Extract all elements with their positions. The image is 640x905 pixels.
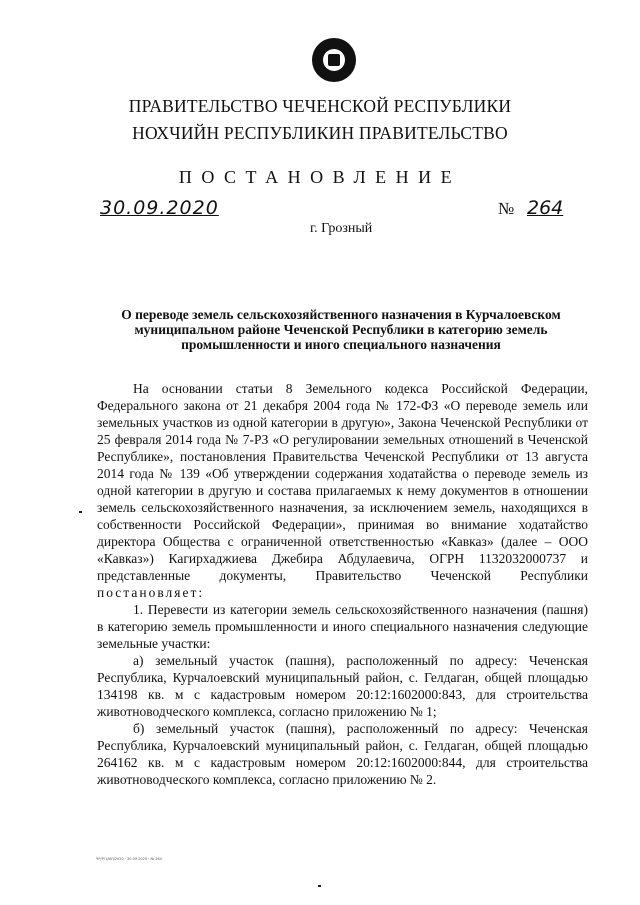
paragraph-1b: б) земельный участок (пашня), расположенный по адресу: Чеченская Республика, Курчалоевский муниципальный район, с. Гелдаган, общей площадью 264162 кв. м с кадастровым номером 20:12:1602000:844, для строительства животноводческого комплекса, согласно приложению № 2. [97,721,588,787]
decree-date: 30.09.2020 [100,197,219,219]
paragraph-1: 1. Перевести из категории земель сельскохозяйственного назначения (пашня) в категорию земель промышленности и иного специального назначения следующие земельные участки: [97,602,588,651]
decree-number-label: № [498,199,515,218]
decree-body [97,380,588,788]
print-mark: ЧР/Р/1/ИЛ/2020 · 30.09.2020 · № 264 [96,857,162,861]
government-emblem-icon [312,38,356,82]
scan-speck [318,885,321,887]
decree-title: О переводе земель сельскохозяйственного назначения в Курчалоевском муниципальном районе Чеченской Республики в категорию земель промышленности и иного специального назначения [121,307,561,352]
government-name-ru: ПРАВИТЕЛЬСТВО ЧЕЧЕНСКОЙ РЕСПУБЛИКИ [128,96,512,116]
paragraph-basis-text: На основании статьи 8 Земельного кодекса Российской Федерации, Федерального закона от 21 декабря 2004 года № 172-ФЗ «О переводе земель или земельных участков из одной категории в другую», Закона Чеченской Республики от 25 февраля 2014 года № 7-РЗ «О регулировании земельных отношений в Чеченской Республике», постановления Правительства Чеченской Республики от 13 августа 2014 года № 139 «Об утверждении содержания ходатайства о переводе земель из одной категории в другую и состава прилагаемых к нему документов в отношении земель сельскохозяйственного назначения, за исключением земель, находящихся в собственности Российской Федерации», принимая во внимание ходатайство директора Общества с ограниченной ответственностью «Кавказ» (далее – ООО «Кавказ») Кагирхаджиева Джебира Абдулаевича, ОГРН 1132032000737 и представленные документы, Правительство Чеченской Республики [97,381,588,583]
paragraph-basis [97,380,588,601]
decree-number: 264 [527,197,564,219]
resolves-word: постановляет: [97,585,205,600]
document-type: ПОСТАНОВЛЕНИЕ [178,167,462,187]
government-name-ce: НОХЧИЙН РЕСПУБЛИКИН ПРАВИТЕЛЬСТВО [132,123,508,143]
paragraph-1a: а) земельный участок (пашня), расположенный по адресу: Чеченская Республика, Курчалоевский муниципальный район, с. Гелдаган, общей площадью 134198 кв. м с кадастровым номером 20:12:1602000:843, для строительства животноводческого комплекса, согласно приложению № 1; [97,653,588,719]
scan-speck [79,511,82,513]
city: г. Грозный [310,221,373,236]
